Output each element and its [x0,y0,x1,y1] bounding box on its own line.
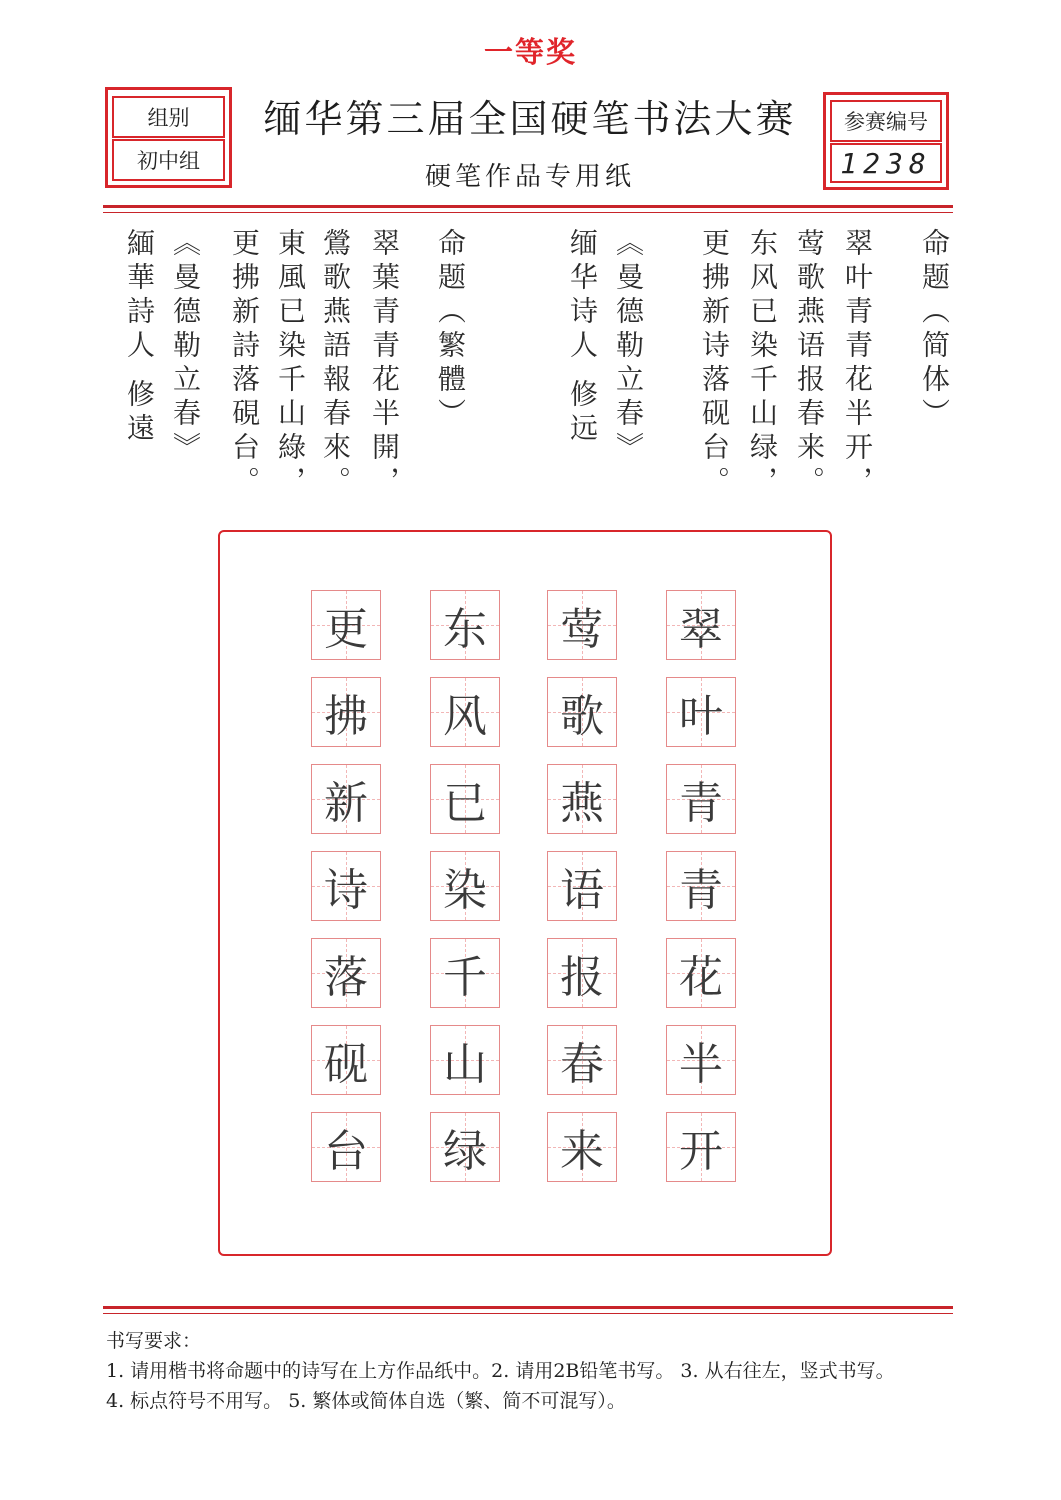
grid-cell [666,590,736,660]
grid-cell [666,938,736,1008]
footer-rule-thin [103,1313,953,1314]
prompt-column: 命题（繁體） [434,228,467,432]
grid-cell [547,1112,617,1182]
group-value: 初中组 [112,139,225,181]
grid-cell [311,677,381,747]
entry-number-value: 1238 [830,143,942,183]
grid-cell [547,851,617,921]
grid-character: 莺 [560,604,604,655]
group-label: 组别 [112,96,225,138]
requirements-line-2: 4. 标点符号不用写。 5. 繁体或简体自选（繁、简不可混写）。 [106,1390,626,1412]
grid-character: 拂 [324,691,368,742]
prompt-column: 东风已染千山绿， [746,228,779,500]
header-rule-thick [103,205,953,208]
grid-character: 开 [679,1126,723,1177]
award-label: 一等奖 [483,35,577,69]
paper-subtitle: 硬笔作品专用纸 [424,162,635,192]
grid-cell [547,764,617,834]
grid-cell [666,677,736,747]
prompt-column: 《曼德勒立春》 [169,228,202,466]
grid-character: 东 [443,604,487,655]
grid-character: 新 [324,778,368,829]
grid-cell [311,590,381,660]
grid-character: 风 [443,691,487,742]
grid-character: 砚 [324,1039,368,1090]
grid-character: 落 [324,952,368,1003]
grid-character: 语 [560,865,604,916]
grid-cell [311,1025,381,1095]
grid-cell [430,1112,500,1182]
requirements-line-1: 1. 请用楷书将命题中的诗写在上方作品纸中。2. 请用2B铅笔书写。 3. 从右往左，竖式书写。 [106,1360,895,1382]
grid-character: 青 [679,778,723,829]
grid-character: 叶 [679,691,723,742]
grid-cell [311,851,381,921]
grid-character: 翠 [679,604,723,655]
grid-character: 诗 [324,865,368,916]
grid-character: 已 [443,778,487,829]
contest-title: 缅华第三届全国硬笔书法大赛 [263,97,797,141]
grid-cell [430,677,500,747]
grid-cell [430,851,500,921]
grid-cell [547,938,617,1008]
prompt-column: 緬華詩人 修遠 [123,228,156,447]
grid-character: 半 [679,1039,723,1090]
grid-character: 绿 [443,1126,487,1177]
prompt-column: 翠叶青青花半开， [841,228,874,500]
grid-cell [430,764,500,834]
grid-cell [666,764,736,834]
grid-character: 台 [324,1126,368,1177]
requirements-title: 书写要求： [106,1330,202,1352]
grid-cell [430,590,500,660]
grid-cell [311,938,381,1008]
grid-cell [311,764,381,834]
grid-character: 更 [324,604,368,655]
prompt-column: 東風已染千山綠， [274,228,307,500]
grid-cell [430,938,500,1008]
header-rule-thin [103,212,953,213]
entry-number-label: 参赛编号 [830,100,942,142]
grid-character: 山 [443,1039,487,1090]
grid-cell [547,1025,617,1095]
prompt-column: 命题（简体） [918,228,951,432]
grid-character: 燕 [560,778,604,829]
grid-cell [547,677,617,747]
grid-character: 花 [679,952,723,1003]
grid-character: 染 [443,865,487,916]
grid-cell [666,1025,736,1095]
grid-cell [547,590,617,660]
grid-character: 春 [560,1039,604,1090]
grid-cell [666,851,736,921]
grid-character: 歌 [560,691,604,742]
prompt-column: 缅华诗人 修远 [566,228,599,447]
grid-character: 千 [443,952,487,1003]
grid-cell [430,1025,500,1095]
prompt-column: 鶯歌燕語報春來。 [319,228,352,500]
prompt-column: 莺歌燕语报春来。 [793,228,826,500]
grid-character: 来 [560,1126,604,1177]
prompt-column: 《曼德勒立春》 [612,228,645,466]
grid-character: 报 [560,952,604,1003]
prompt-column: 更拂新詩落硯台。 [228,228,261,500]
prompt-column: 更拂新诗落砚台。 [698,228,731,500]
footer-rule-thick [103,1306,953,1309]
grid-cell [311,1112,381,1182]
grid-character: 青 [679,865,723,916]
grid-cell [666,1112,736,1182]
prompt-column: 翠葉青青花半開， [368,228,401,500]
